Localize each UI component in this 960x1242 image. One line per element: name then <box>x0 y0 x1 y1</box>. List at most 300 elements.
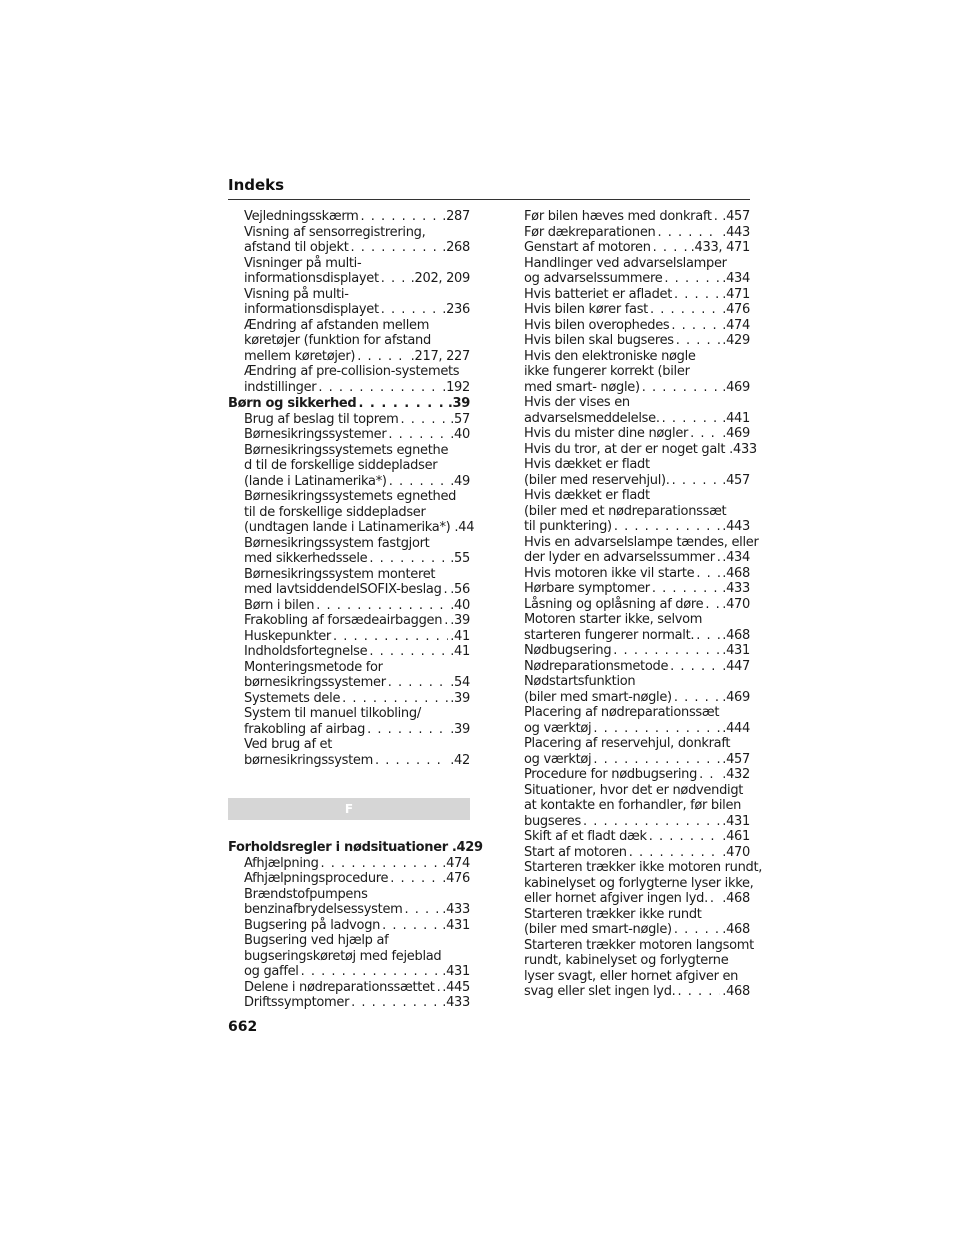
index-entry <box>508 736 750 767</box>
index-entry-page-ref: .433 <box>722 581 750 596</box>
index-entry-row <box>508 333 750 349</box>
index-entry <box>228 318 470 365</box>
index-entry-label: Hvis batteriet er afladet <box>524 286 673 302</box>
index-entry-label: (lande i Latinamerika*) <box>244 473 387 489</box>
dot-leader <box>674 690 720 706</box>
index-entry <box>508 659 750 675</box>
index-entry-page-ref: .433 <box>442 902 470 917</box>
index-entry-row <box>228 964 470 980</box>
index-entry-label: børnesikringssystem <box>244 752 373 768</box>
index-entry-label: Hvis bilen skal bugseres <box>524 333 674 348</box>
index-entry <box>228 287 470 318</box>
index-main-entry <box>228 840 483 856</box>
dot-leader <box>351 995 440 1011</box>
index-entry-label: Nødbugsering <box>524 643 612 658</box>
index-entry-page-ref: .474 <box>442 855 470 871</box>
index-entry-label: Procedure for nødbugsering <box>524 767 698 782</box>
dot-leader <box>649 829 720 845</box>
dot-leader <box>671 318 720 334</box>
index-entry-text-line: Nødstartsfunktion <box>524 674 636 689</box>
index-entry-label: Brug af beslag til toprem <box>244 411 399 427</box>
index-entry-row <box>508 845 750 861</box>
index-entry-row <box>508 426 750 442</box>
index-entry-row <box>228 918 470 934</box>
index-entry-row <box>228 629 470 645</box>
index-entry <box>228 660 470 691</box>
index-entry <box>228 443 470 490</box>
index-entry-row <box>228 644 470 660</box>
index-entry-label: Børn i bilen <box>244 597 315 613</box>
index-entry-row <box>228 380 470 396</box>
index-entry-label: Hørbare symptomer <box>524 581 650 596</box>
index-entry-page-ref: .44 <box>454 520 475 535</box>
index-entry <box>228 995 470 1011</box>
index-entry <box>508 488 750 535</box>
index-entry <box>508 349 750 396</box>
index-entry-text-line: d til de forskellige siddepladser <box>244 458 438 473</box>
index-entry <box>508 829 750 845</box>
index-entry-row <box>508 628 750 644</box>
dot-leader <box>381 271 409 287</box>
dot-leader <box>676 333 720 349</box>
index-entry-label: Hvis motoren ikke vil starte <box>524 565 695 581</box>
index-entry-row <box>508 441 757 458</box>
dot-leader <box>614 519 720 535</box>
index-entry-page-ref: .432 <box>722 767 750 782</box>
index-entry-page-ref: .443 <box>722 224 750 240</box>
index-entry-text-line: Børnesikringssystem fastgjort <box>244 535 430 551</box>
index-entry-page-ref: .431 <box>442 964 470 979</box>
index-entry <box>508 225 750 241</box>
dot-leader <box>670 659 720 675</box>
dot-leader <box>389 474 449 490</box>
dot-leader <box>690 426 720 442</box>
dot-leader <box>318 380 440 396</box>
dot-leader <box>699 767 720 783</box>
index-entry-row <box>508 473 750 489</box>
index-entry-page-ref: .434 <box>722 550 750 565</box>
index-entry-page-ref: .476 <box>442 871 470 886</box>
index-entry-page-ref: .40 <box>450 597 470 613</box>
dot-leader <box>369 644 448 660</box>
index-entry-page-ref: .39 <box>447 396 470 411</box>
index-entry-text-line: Placering af nødreparationssæt <box>524 705 720 720</box>
index-entry-label: Forholdsregler i nødsituationer <box>228 840 448 855</box>
index-entry-label: Før bilen hæves med donkraft <box>524 209 712 224</box>
index-entry-row <box>508 690 750 706</box>
index-entry-label: informationsdisplayet <box>244 302 379 317</box>
index-entry-page-ref: .445 <box>442 979 470 995</box>
index-entry-text-line: (biler med et nødreparationssæt <box>524 503 727 519</box>
index-entry-label: (biler med smart-nøgle) <box>524 922 672 937</box>
dot-leader <box>369 551 448 567</box>
index-entry <box>508 612 750 643</box>
index-entry-page-ref: .433 <box>729 441 757 457</box>
index-entry-text-line: lyser svagt, eller hornet afgiver en <box>524 968 739 984</box>
index-entry-row <box>508 240 750 256</box>
index-entry <box>228 225 470 256</box>
index-entry-row <box>508 767 750 783</box>
index-entry-page-ref: .202, 209 <box>410 271 470 286</box>
dot-leader <box>316 598 448 614</box>
index-entry-label: informationsdisplayet <box>244 271 379 286</box>
dot-leader <box>714 209 721 225</box>
index-entry-page-ref: .470 <box>722 844 750 860</box>
index-entry <box>228 567 470 598</box>
dot-leader <box>444 582 449 598</box>
index-entry-label: Skift af et fladt dæk <box>524 829 647 844</box>
dot-leader <box>662 411 721 427</box>
index-entry <box>228 706 470 737</box>
index-entry-row <box>228 871 470 887</box>
index-entry-row <box>228 427 470 443</box>
index-entry-row <box>508 984 750 1000</box>
dot-leader <box>593 752 720 768</box>
index-entry-page-ref: .57 <box>450 411 470 427</box>
index-entry-row <box>508 922 750 938</box>
index-entry <box>228 737 470 768</box>
index-entry-page-ref: .469 <box>722 689 750 705</box>
index-entry <box>508 937 754 1000</box>
index-entry-row <box>508 519 750 535</box>
index-entry-row <box>508 597 750 613</box>
index-entry-text-line: Hvis dækket er fladt <box>524 488 650 503</box>
index-entry-page-ref: .441 <box>722 410 750 426</box>
index-entry-page-ref: .42 <box>450 752 470 768</box>
index-entry-page-ref: .469 <box>722 379 750 395</box>
index-entry-text-line: Bugsering ved hjælp af <box>244 933 389 948</box>
dot-leader <box>657 225 720 241</box>
index-entry-text-line: køretøjer (funktion for afstand <box>244 333 431 348</box>
index-entry-text-line: Hvis der vises en <box>524 395 630 410</box>
index-entry-label: (undtagen lande i Latinamerika*) <box>244 520 451 535</box>
dot-leader <box>367 722 448 738</box>
index-entry-page-ref: .476 <box>722 302 750 317</box>
index-entry-text-line: Hvis den elektroniske nøgle <box>524 348 696 364</box>
dot-leader <box>652 581 720 597</box>
dot-leader <box>321 856 441 872</box>
index-entry-text-line: Børnesikringssystemets egnethe <box>244 442 449 458</box>
index-entry <box>508 441 757 458</box>
index-entry-page-ref: .41 <box>450 644 470 659</box>
dot-leader <box>357 349 408 365</box>
index-entry-label: og værktøj <box>524 751 592 767</box>
index-entry-text-line: Ved brug af et <box>244 737 333 752</box>
index-entry-row <box>228 271 470 287</box>
index-entry-text-line: ikke fungerer korrekt (biler <box>524 364 690 379</box>
index-entry-row <box>508 752 750 768</box>
index-entry-label: børnesikringssystemer <box>244 675 386 690</box>
index-entry-label: Genstart af motoren <box>524 240 651 255</box>
index-entry-label: Bugsering på ladvogn <box>244 917 381 933</box>
index-entry-text-line: kabinelyset og forlygterne lyser ikke, <box>524 875 754 891</box>
index-entry <box>228 856 470 872</box>
index-entry-label: advarselsmeddelelse. <box>524 410 660 426</box>
index-entry-label: starteren fungerer normalt. <box>524 627 695 643</box>
index-entry-label: Systemets dele <box>244 690 341 706</box>
index-entry-text-line: bugseringskøretøj med fejeblad <box>244 948 442 964</box>
index-entry-row <box>228 582 470 598</box>
index-entry <box>508 318 750 334</box>
index-entry-label: Hvis du tror, at der er noget galt <box>524 441 726 457</box>
index-entry-row <box>228 995 470 1011</box>
index-entry-row <box>228 209 470 225</box>
index-entry <box>508 767 750 783</box>
index-entry <box>228 209 470 225</box>
dot-leader <box>342 691 448 707</box>
dot-leader <box>672 473 721 489</box>
dot-leader <box>674 287 720 303</box>
dot-leader <box>333 629 448 645</box>
index-entry-page-ref: .457 <box>722 751 750 767</box>
index-entry-row <box>508 225 750 241</box>
index-entry-label: Nødreparationsmetode <box>524 658 669 674</box>
dot-leader <box>664 271 720 287</box>
index-entry-row <box>508 271 750 287</box>
index-entry-page-ref: .468 <box>722 984 750 999</box>
page-header-title: Indeks <box>228 176 285 194</box>
index-entry-page-ref: .468 <box>722 922 750 937</box>
dot-leader <box>710 891 720 907</box>
index-column-right <box>508 209 763 1000</box>
index-entry-row <box>508 721 750 737</box>
index-entry-row <box>508 318 750 334</box>
index-entry-label: Afhjælpning <box>244 855 319 871</box>
index-entry-label: Delene i nødreparationssættet <box>244 979 435 995</box>
index-entry <box>228 489 475 536</box>
index-entry-page-ref: .192 <box>442 379 470 395</box>
dot-leader <box>390 871 440 887</box>
index-entry-page-ref: .39 <box>450 721 470 737</box>
index-entry-label: frakobling af airbag <box>244 721 366 737</box>
dot-leader <box>351 240 441 256</box>
index-entry <box>508 287 750 303</box>
index-entry-page-ref: .433, 471 <box>690 240 750 255</box>
index-entry-page-ref: .474 <box>722 317 750 333</box>
dot-leader <box>361 209 441 225</box>
index-entry-page-ref: .433 <box>442 995 470 1010</box>
index-entry <box>228 598 470 614</box>
index-entry-page-ref: .56 <box>450 582 470 597</box>
index-entry-page-ref: .447 <box>722 658 750 674</box>
index-entry-page-ref: .469 <box>722 426 750 441</box>
index-entry-text-line: Starteren trækker motoren langsomt <box>524 937 754 953</box>
index-entry-page-ref: .468 <box>722 565 750 581</box>
index-entry-label: Vejledningsskærm <box>244 209 359 224</box>
index-entry-label: Børnesikringssystemer <box>244 427 387 442</box>
index-entry-page-ref: .468 <box>722 891 750 906</box>
index-entry <box>228 536 470 567</box>
index-entry-page-ref: .468 <box>722 627 750 643</box>
index-entry-row <box>508 891 750 907</box>
index-entry <box>508 457 750 488</box>
index-entry-label: Frakobling af forsædeairbaggen <box>244 613 443 628</box>
index-entry-page-ref: .429 <box>451 840 483 855</box>
index-entry-page-ref: .443 <box>722 519 750 534</box>
index-entry-row <box>228 753 470 769</box>
index-entry <box>228 629 470 645</box>
index-entry <box>508 860 763 907</box>
index-entry-text-line: Starteren trækker ikke motoren rundt, <box>524 860 763 875</box>
index-entry-label: med smart- nøgle) <box>524 379 640 395</box>
index-entry <box>228 364 470 395</box>
index-entry <box>508 705 750 736</box>
index-entry-page-ref: .429 <box>722 333 750 348</box>
dot-leader <box>696 628 720 644</box>
index-entry <box>508 240 750 256</box>
index-entry-page-ref: .457 <box>722 209 750 224</box>
index-entry-row <box>508 287 750 303</box>
index-entry-text-line: Handlinger ved advarselslamper <box>524 255 727 271</box>
dot-leader <box>650 302 720 318</box>
index-entry-label: Før dækreparationen <box>524 224 656 240</box>
dot-leader <box>405 902 441 918</box>
index-entry-row <box>508 209 750 225</box>
index-entry <box>508 333 750 349</box>
index-entry <box>228 933 470 980</box>
dot-leader <box>613 643 720 659</box>
index-entry <box>228 691 470 707</box>
index-entry-label: med sikkerhedssele <box>244 551 368 566</box>
index-entry-label: Låsning og oplåsning af døre <box>524 596 704 612</box>
index-entry-label: med lavtsiddendeISOFIX-beslag <box>244 582 442 597</box>
index-entry <box>508 209 750 225</box>
index-entry <box>228 412 470 428</box>
index-entry-page-ref: .431 <box>442 917 470 933</box>
index-entry <box>508 256 750 287</box>
index-entry-label: Start af motoren <box>524 844 627 860</box>
index-entry-text-line: System til manuel tilkobling/ <box>244 706 421 721</box>
index-entry-text-line: Situationer, hvor det er nødvendigt <box>524 782 744 798</box>
dot-leader <box>381 302 440 318</box>
index-entry-text-line: Hvis en advarselslampe tændes, eller <box>524 534 759 550</box>
index-entry-row <box>508 581 750 597</box>
index-entry <box>508 643 750 659</box>
index-entry-label: og gaffel <box>244 964 299 979</box>
index-entry-row <box>508 814 750 830</box>
index-entry <box>228 644 470 660</box>
index-entry-label: afstand til objekt <box>244 240 349 255</box>
index-entry-text-line: til de forskellige siddepladser <box>244 504 426 520</box>
index-entry-row <box>508 566 750 582</box>
index-list-e-continued <box>228 209 475 768</box>
index-entry-row <box>228 474 470 490</box>
index-entry-row <box>228 980 470 996</box>
dot-leader <box>437 980 441 996</box>
index-entry-text-line: Børnesikringssystem monteret <box>244 566 436 582</box>
index-entry <box>228 980 470 996</box>
index-entry-text-line: Ændring af afstanden mellem <box>244 317 430 333</box>
index-entry <box>508 674 750 705</box>
index-entry-page-ref: .434 <box>722 271 750 286</box>
index-entry <box>228 871 470 887</box>
index-entry <box>508 907 750 938</box>
index-entry-label: Hvis bilen kører fast <box>524 302 648 317</box>
index-entry-label: Driftssymptomer <box>244 995 350 1010</box>
index-entry-page-ref: .54 <box>450 675 470 690</box>
index-column-left <box>228 209 483 1011</box>
dot-leader <box>717 550 720 566</box>
index-entry-page-ref: .41 <box>450 628 470 644</box>
index-entry <box>228 613 470 629</box>
index-entry <box>228 427 470 443</box>
index-entry-label: Hvis du mister dine nøgler <box>524 426 689 441</box>
dot-leader <box>642 380 721 396</box>
index-entry-label: (biler med reservehjul). <box>524 472 670 488</box>
index-entry-page-ref: .236 <box>442 302 470 317</box>
index-entry-label: Huskepunkter <box>244 628 331 644</box>
index-entry-page-ref: .39 <box>450 690 470 706</box>
index-entry-page-ref: .431 <box>722 813 750 829</box>
index-entry-page-ref: .431 <box>722 643 750 658</box>
index-entry-row <box>228 675 470 691</box>
index-entry-text-line: Visninger på multi- <box>244 255 362 271</box>
index-entry-row <box>508 829 750 845</box>
index-entry-row <box>228 691 470 707</box>
index-entry-text-line: Hvis dækket er fladt <box>524 457 650 472</box>
index-entry <box>228 918 470 934</box>
index-entry-page-ref: .470 <box>722 596 750 612</box>
index-entry <box>508 566 750 582</box>
index-entry-row <box>228 240 470 256</box>
index-entry-row <box>228 840 483 856</box>
index-entry <box>508 597 750 613</box>
index-entry <box>228 256 470 287</box>
index-entry-label: svag eller slet ingen lyd. <box>524 984 676 999</box>
index-entry-label: bugseres <box>524 813 581 829</box>
index-entry-text-line: rundt, kabinelyset og forlygterne <box>524 953 729 968</box>
dot-leader <box>678 984 721 1000</box>
index-entry-row <box>508 550 750 566</box>
index-entry-text-line: Placering af reservehjul, donkraft <box>524 736 731 751</box>
dot-leader <box>388 675 448 691</box>
dot-leader <box>696 566 720 582</box>
index-entry <box>228 887 470 918</box>
dot-leader <box>674 922 720 938</box>
index-entry-label: mellem køretøjer) <box>244 348 356 364</box>
index-entry-text-line: Visning af sensorregistrering, <box>244 224 426 240</box>
section-header-f: F <box>228 798 470 820</box>
index-list-f-continued <box>508 209 763 1000</box>
index-entry-page-ref: .457 <box>722 472 750 488</box>
index-entry-label: og advarselssummere <box>524 271 663 286</box>
index-entry-page-ref: .287 <box>442 209 470 224</box>
index-entry-label: eller hornet afgiver ingen lyd. <box>524 891 708 906</box>
index-entry-label: indstillinger <box>244 379 317 395</box>
index-entry-label: Indholdsfortegnelse <box>244 644 368 659</box>
index-entry-row <box>228 902 470 918</box>
index-entry <box>508 783 750 830</box>
dot-leader <box>301 964 441 980</box>
index-entry <box>508 302 750 318</box>
index-entry-label: benzinafbrydelsessystem <box>244 902 403 917</box>
index-entry-label: og værktøj <box>524 720 592 736</box>
index-entry-label: (biler med smart-nøgle) <box>524 689 672 705</box>
index-entry-text-line: Visning på multi- <box>244 286 349 302</box>
dot-leader <box>358 396 445 412</box>
index-entry-row <box>228 856 470 872</box>
index-entry-row <box>228 520 475 536</box>
index-entry-row <box>228 551 470 567</box>
index-entry-row <box>228 396 470 412</box>
index-entry-row <box>228 349 470 365</box>
dot-leader <box>629 845 721 861</box>
index-entry-row <box>228 412 470 428</box>
index-entry-label: Afhjælpningsprocedure <box>244 871 389 886</box>
index-entry <box>508 845 750 861</box>
index-list-f <box>228 840 483 1011</box>
dot-leader <box>583 814 720 830</box>
